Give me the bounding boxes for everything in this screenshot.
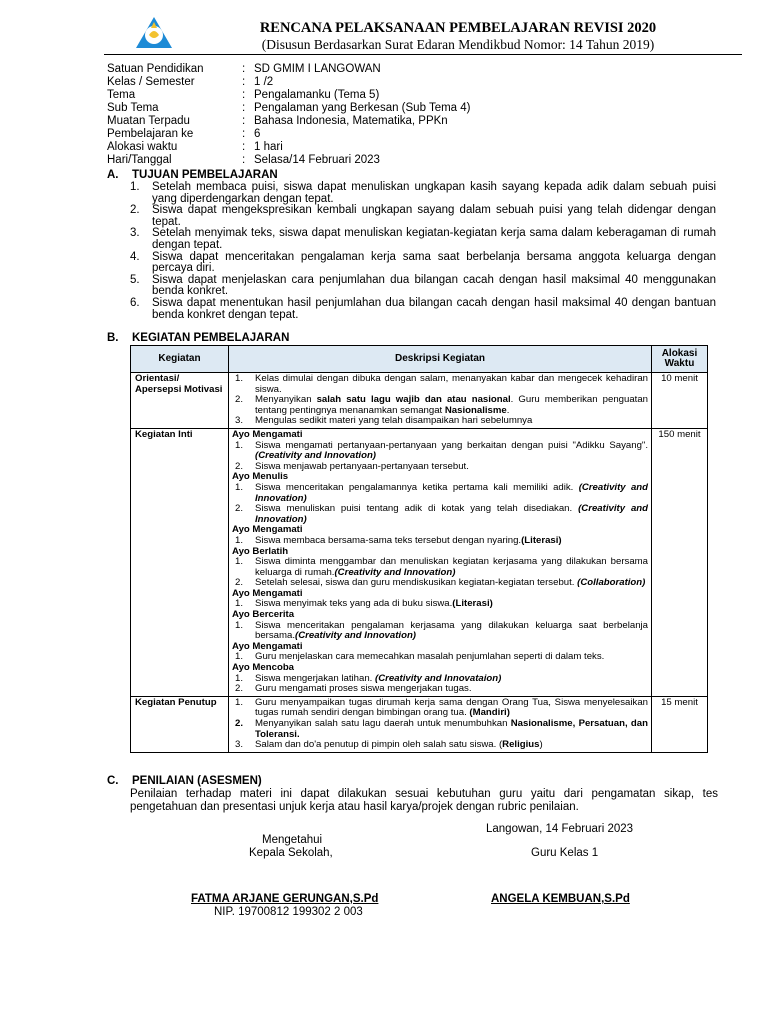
table-row bbox=[131, 696, 708, 752]
item-text: Siswa dapat menentukan hasil penjumlahan dua bilangan cacah dengan hasil maksimal 40 dengan bantuan benda konkret dengan tepat. bbox=[152, 296, 716, 321]
list-item bbox=[232, 416, 648, 427]
item-text: Menyanyikan bbox=[255, 394, 317, 406]
item-number: 2. bbox=[235, 503, 244, 515]
item-text: Guru mengamati proses siswa mengerjakan tugas. bbox=[255, 683, 472, 695]
item-skill-tag: (Literasi) bbox=[521, 534, 562, 546]
tut-wuri-handayani-logo bbox=[134, 16, 174, 50]
description-cell bbox=[229, 696, 652, 752]
item-number: 2. bbox=[235, 577, 244, 589]
identity-colon: : bbox=[242, 63, 246, 75]
item-text: Guru menyampaikan tugas dirumah kerja sama dengan Orang Tua, Siswa menyelesaikan tugas rumah sendiri dengan bimbingan orang tua. bbox=[255, 696, 648, 719]
item-skill-tag: Religius bbox=[502, 739, 540, 751]
item-number: 1. bbox=[235, 373, 244, 384]
item-number: 3. bbox=[130, 227, 140, 240]
identity-value: Selasa/14 Februari 2023 bbox=[254, 154, 380, 166]
identity-label: Alokasi waktu bbox=[107, 141, 178, 153]
identity-label: Muatan Terpadu bbox=[107, 115, 190, 127]
teacher-title: Guru Kelas 1 bbox=[531, 847, 599, 859]
list-item bbox=[232, 483, 648, 504]
activity-group-title: Ayo Mengamati bbox=[232, 428, 303, 440]
list-item bbox=[130, 182, 716, 205]
item-number: 3. bbox=[235, 415, 244, 427]
item-text: Siswa mengamati pertanyaan-pertanyaan yang berkaitan dengan puisi "Adikku Sayang". bbox=[255, 439, 648, 451]
item-text: Siswa menceritakan pengalaman kerjasama yang dilakukan keluarga saat berbelanja bersama. bbox=[255, 619, 648, 642]
list-item bbox=[130, 228, 716, 251]
item-text: Siswa menuliskan puisi tentang adik di kotak yang telah disediakan. bbox=[255, 503, 579, 515]
list-item bbox=[232, 578, 648, 589]
table-row bbox=[131, 373, 708, 429]
identity-value: SD GMIM I LANGOWAN bbox=[254, 63, 381, 75]
column-header: Kegiatan bbox=[131, 346, 229, 373]
identity-value: 6 bbox=[254, 128, 261, 140]
list-item bbox=[232, 374, 648, 395]
identity-value: Pengalaman yang Berkesan (Sub Tema 4) bbox=[254, 102, 471, 114]
identity-colon: : bbox=[242, 102, 246, 114]
description-cell bbox=[229, 428, 652, 696]
identity-label: Hari/Tanggal bbox=[107, 154, 172, 166]
identity-colon: : bbox=[242, 115, 246, 127]
item-number: 1. bbox=[235, 534, 244, 546]
item-text: Siswa dapat mengekspresikan kembali ungkapan sayang dalam sebuah puisi yang telah didengar dengan tepat. bbox=[152, 204, 716, 228]
principal-nip: NIP. 19700812 199302 2 003 bbox=[214, 906, 363, 918]
item-skill-tag: Nasionalisme, Persatuan, dan Toleransi. bbox=[255, 718, 648, 740]
time-cell: 15 menit bbox=[652, 696, 708, 752]
item-text: Siswa menceritakan pengalamannya ketika pertama kali memiliki adik. bbox=[255, 481, 579, 493]
item-text: Siswa menjawab pertanyaan-pertanyaan tersebut. bbox=[255, 460, 469, 472]
phase-cell: Orientasi/ Apersepsi Motivasi bbox=[131, 373, 229, 429]
item-number: 2. bbox=[130, 204, 140, 217]
section-b-heading bbox=[107, 332, 289, 345]
section-c-heading bbox=[107, 775, 262, 788]
item-text: Siswa menyimak teks yang ada di buku siswa. bbox=[255, 598, 453, 610]
activity-group-title: Ayo Mengamati bbox=[232, 587, 303, 599]
activity-group-title: Ayo Mengamati bbox=[232, 640, 303, 652]
item-number: 1. bbox=[235, 439, 244, 451]
activity-group-title: Ayo Bercerita bbox=[232, 609, 295, 621]
item-text: Siswa mengerjakan latihan. bbox=[255, 672, 375, 684]
item-number: 2. bbox=[235, 683, 244, 695]
list-item bbox=[232, 557, 648, 578]
list-item bbox=[130, 275, 716, 298]
activities-table bbox=[130, 345, 708, 753]
activity-group-title: Ayo Mencoba bbox=[232, 662, 295, 674]
time-cell: 150 menit bbox=[652, 428, 708, 696]
item-text: Kelas dimulai dengan dibuka dengan salam, menanyakan kabar dan mengecek kehadiran siswa. bbox=[255, 373, 648, 395]
teacher-name: ANGELA KEMBUAN,S.Pd bbox=[491, 893, 630, 905]
item-text: Siswa dapat menjelaskan cara penjumlahan dua bilangan cacah dengan hasil maksimal 40 menggunakan benda konkret. bbox=[152, 273, 716, 298]
list-item bbox=[232, 599, 648, 610]
identity-colon: : bbox=[242, 154, 246, 166]
list-item bbox=[232, 698, 648, 719]
identity-label: Sub Tema bbox=[107, 102, 159, 114]
assessment-text: Penilaian terhadap materi ini dapat dilakukan sesuai kebutuhan guru yaitu dari pengamatan sikap, tes pengetahuan dan presentasi unjuk kerja atau hasil karya/projek dengan rubric penilaian. bbox=[130, 788, 718, 813]
item-number: 1. bbox=[235, 651, 244, 663]
item-number: 1. bbox=[130, 181, 140, 193]
section-title: PENILAIAN (ASESMEN) bbox=[132, 775, 262, 787]
identity-colon: : bbox=[242, 128, 246, 140]
item-text: Siswa membaca bersama-sama teks tersebut dengan nyaring. bbox=[255, 534, 522, 546]
time-cell: 10 menit bbox=[652, 373, 708, 429]
phase-cell: Kegiatan Penutup bbox=[131, 696, 229, 752]
identity-value: 1 /2 bbox=[254, 76, 274, 88]
item-number: 2. bbox=[235, 718, 244, 729]
item-emphasis: salah satu lagu wajib dan atau nasional bbox=[316, 394, 511, 406]
identity-value: 1 hari bbox=[254, 141, 283, 153]
list-item bbox=[130, 205, 716, 228]
section-letter: C. bbox=[107, 775, 119, 787]
list-item bbox=[232, 621, 648, 642]
item-skill-tag: (Creativity and Innovataion) bbox=[375, 672, 502, 684]
list-item bbox=[232, 719, 648, 740]
place-date: Langowan, 14 Februari 2023 bbox=[486, 823, 634, 835]
description-cell bbox=[229, 373, 652, 429]
section-title: TUJUAN PEMBELAJARAN bbox=[132, 169, 278, 181]
item-text: Setelah membaca puisi, siswa dapat menuliskan ungkapan kasih sayang kepada adik dalam sebuah puisi yang diperdengarkan dengan tepat. bbox=[152, 181, 716, 205]
item-text: Salam dan do'a penutup di pimpin oleh salah satu siswa. ( bbox=[255, 739, 503, 751]
table-row bbox=[131, 428, 708, 696]
item-number: 1. bbox=[235, 481, 244, 493]
item-text: Menyanyikan salah satu lagu daerah untuk menumbuhkan bbox=[255, 718, 511, 729]
item-number: 6. bbox=[130, 296, 140, 309]
item-number: 1. bbox=[235, 672, 244, 684]
item-text: ) bbox=[539, 739, 543, 751]
principal-name: FATMA ARJANE GERUNGAN,S.Pd bbox=[191, 893, 379, 905]
table-header-row bbox=[131, 346, 708, 373]
item-skill-tag: (Collaboration) bbox=[577, 577, 646, 589]
section-letter: B. bbox=[107, 332, 119, 344]
item-skill-tag: (Mandiri) bbox=[469, 707, 510, 719]
item-number: 1. bbox=[235, 556, 244, 568]
item-text: . bbox=[506, 404, 510, 416]
item-skill-tag: (Creativity and Innovation) bbox=[255, 450, 376, 462]
column-header: Alokasi Waktu bbox=[652, 346, 708, 373]
item-text: Guru menjelaskan cara memecahkan masalah penjumlahan seperti di dalam teks. bbox=[255, 651, 605, 663]
column-header: Deskripsi Kegiatan bbox=[229, 346, 652, 373]
item-number: 5. bbox=[130, 273, 140, 286]
item-text: Setelah selesai, siswa dan guru mendiskusikan kegiatan-kegiatan tersebut. bbox=[255, 577, 578, 589]
phase-cell: Kegiatan Inti bbox=[131, 428, 229, 696]
list-item bbox=[232, 652, 648, 663]
list-item bbox=[130, 298, 716, 321]
item-number: 2. bbox=[235, 394, 244, 406]
item-number: 4. bbox=[130, 250, 140, 263]
principal-title: Kepala Sekolah, bbox=[249, 847, 333, 859]
item-number: 1. bbox=[235, 598, 244, 610]
item-skill-tag: (Literasi) bbox=[452, 598, 493, 610]
identity-value: Bahasa Indonesia, Matematika, PPKn bbox=[254, 115, 448, 127]
item-text: . Guru memberikan penguatan tentang pentingnya menanamkan semangat bbox=[255, 394, 648, 416]
item-number: 1. bbox=[235, 619, 244, 631]
activity-group-title: Ayo Menulis bbox=[232, 471, 289, 483]
section-title: KEGIATAN PEMBELAJARAN bbox=[132, 332, 290, 344]
item-skill-tag: (Creativity and Innovation) bbox=[255, 481, 648, 504]
item-skill-tag: (Creativity and Innovation) bbox=[334, 566, 456, 578]
item-skill-tag: (Creativity and Innovation) bbox=[255, 503, 648, 525]
list-item bbox=[232, 462, 648, 473]
list-item bbox=[232, 740, 648, 751]
activity-group-title: Ayo Berlatih bbox=[232, 545, 289, 557]
identity-value: Pengalamanku (Tema 5) bbox=[254, 89, 380, 101]
item-number: 1. bbox=[235, 696, 244, 708]
list-item bbox=[232, 536, 648, 547]
item-text: Mengulas sedikit materi yang telah disampaikan hari sebelumnya bbox=[255, 415, 533, 427]
item-number: 3. bbox=[235, 739, 244, 751]
identity-colon: : bbox=[242, 89, 246, 101]
document-title: RENCANA PELAKSANAAN PEMBELAJARAN REVISI 2020 bbox=[259, 20, 657, 36]
list-item bbox=[232, 684, 648, 695]
item-text: Siswa dapat menceritakan pengalaman kerja sama saat berbelanja bersama anggota keluarga dengan percaya diri. bbox=[152, 250, 716, 275]
identity-label: Satuan Pendidikan bbox=[107, 63, 204, 75]
item-number: 2. bbox=[235, 460, 244, 472]
identity-colon: : bbox=[242, 141, 246, 153]
identity-label: Pembelajaran ke bbox=[107, 128, 194, 140]
item-text: Siswa diminta menggambar dan menuliskan kegiatan kerjasama yang dilakukan bersama keluarga di rumah. bbox=[255, 556, 648, 578]
objectives-list bbox=[130, 182, 716, 321]
section-letter: A. bbox=[107, 169, 119, 181]
item-skill-tag: (Creativity and Innovation) bbox=[295, 630, 416, 642]
identity-label: Tema bbox=[107, 89, 136, 101]
activity-group-title: Ayo Mengamati bbox=[232, 524, 303, 536]
list-item bbox=[232, 504, 648, 525]
item-emphasis: Nasionalisme bbox=[444, 404, 507, 416]
list-item bbox=[232, 395, 648, 416]
list-item bbox=[232, 441, 648, 462]
sign-acknowledge-label: Mengetahui bbox=[262, 834, 323, 846]
document-subtitle: (Disusun Berdasarkan Surat Edaran Mendikbud Nomor: 14 Tahun 2019) bbox=[261, 37, 655, 52]
identity-label: Kelas / Semester bbox=[107, 76, 195, 88]
header-divider bbox=[104, 54, 742, 55]
identity-colon: : bbox=[242, 76, 246, 88]
item-text: Setelah menyimak teks, siswa dapat menuliskan kegiatan-kegiatan kerja sama dalam keberagaman di rumah dengan tepat. bbox=[152, 227, 716, 251]
list-item bbox=[130, 252, 716, 275]
